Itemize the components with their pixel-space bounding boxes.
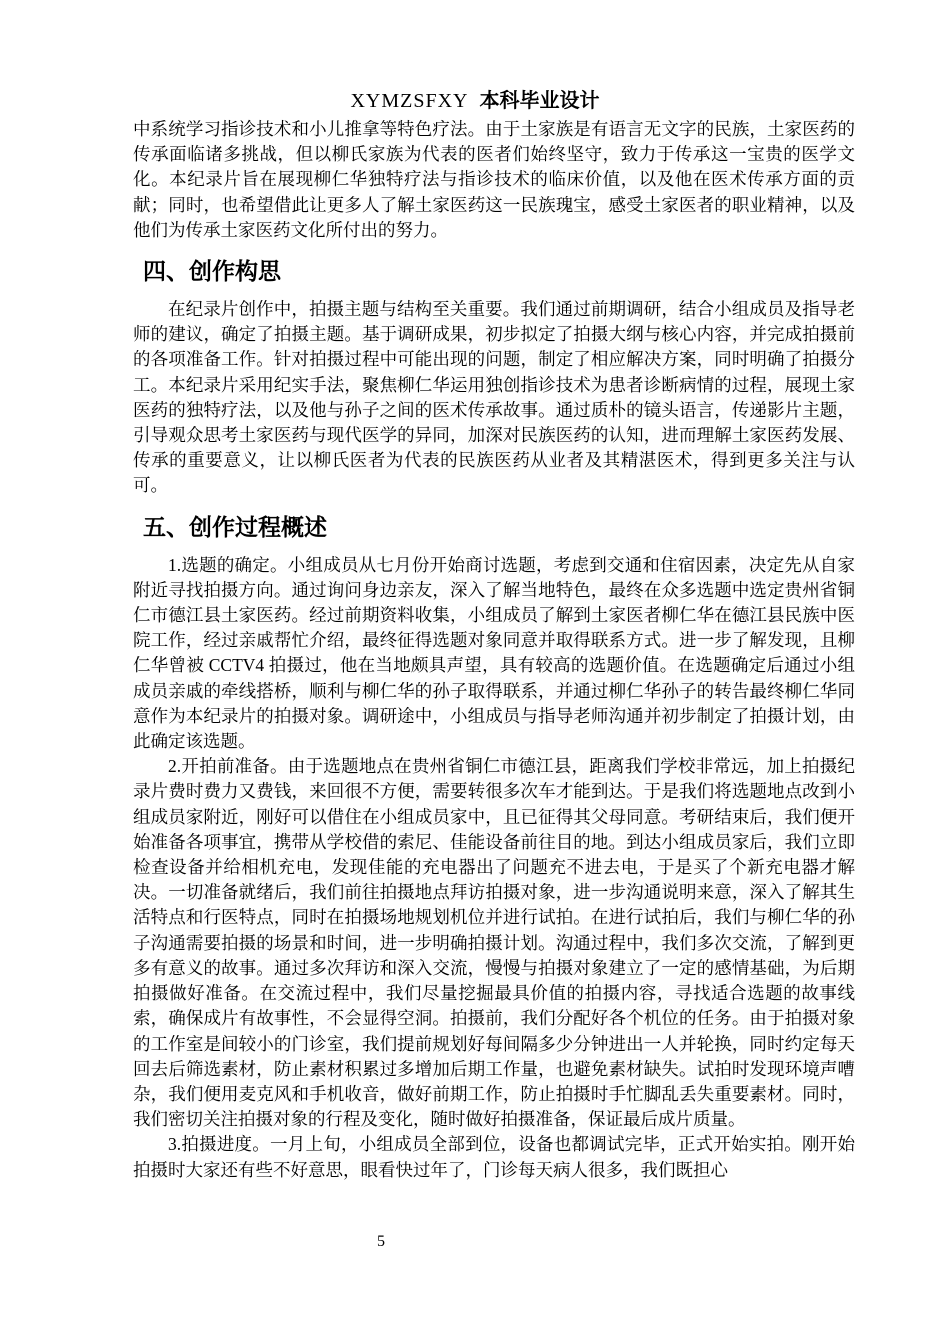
section-5-paragraph-1: 1.选题的确定。小组成员从七月份开始商讨选题，考虑到交通和住宿因素，决定先从自家附近寻找拍摄方向。通过询问身边亲友，深入了解当地特色，最终在众多选题中选定贵州省铜仁市德江县土家医药。经过前期资料收集，小组成员了解到土家医者柳仁华在德江县民族中医院工作，经过亲戚帮忙介绍，最终征得选题对象同意并取得联系方式。进一步了解发现，且柳仁华曾被 CCTV4 拍摄过，他在当地颇具声望，具有较高的选题价值。在选题确定后通过小组成员亲戚的牵线搭桥，顺利与柳仁华的孙子取得联系，并通过柳仁华孙子的转告最终柳仁华同意作为本纪录片的拍摄对象。调研途中，小组成员与指导老师沟通并初步制定了拍摄计划，由此确定该选题。: [133, 554, 855, 752]
intro-paragraph: 中系统学习指诊技术和小儿推拿等特色疗法。由于土家族是有语言无文字的民族，土家医药的传承面临诸多挑战，但以柳氏家族为代表的医者们始终坚守，致力于传承这一宝贵的医学文化。本纪录片旨在展现柳仁华独特疗法与指诊技术的临床价值，以及他在医术传承方面的贡献；同时，也希望借此让更多人了解土家医药这一民族瑰宝，感受土家医者的职业精神，以及他们为传承土家医药文化所付出的努力。: [133, 119, 855, 240]
header-title-latin: XYMZSFXY: [350, 90, 469, 112]
section-4-paragraph-1: 在纪录片创作中，拍摄主题与结构至关重要。我们通过前期调研，结合小组成员及指导老师的建议，确定了拍摄主题。基于调研成果，初步拟定了拍摄大纲与核心内容，并完成拍摄前的各项准备工作。针对拍摄过程中可能出现的问题，制定了相应解决方案，同时明确了拍摄分工。本纪录片采用纪实手法，聚焦柳仁华运用独创指诊技术为患者诊断病情的过程，展现土家医药的独特疗法，以及他与孙子之间的医术传承故事。通过质朴的镜头语言，传递影片主题，引导观众思考土家医药与现代医学的异同，加深对民族医药的认知，进而理解土家医药发展、传承的重要意义，让以柳氏医者为代表的民族医药从业者及其精湛医术，得到更多关注与认可。: [133, 299, 855, 496]
document-header: [0, 88, 950, 114]
document-body: [133, 117, 855, 1183]
section-5-paragraph-2: 2.开拍前准备。由于选题地点在贵州省铜仁市德江县，距离我们学校非常远，加上拍摄纪录片费时费力又费钱，来回很不方便，需要转很多次车才能到达。于是我们将选题地点改到小组成员家附近，刚好可以借住在小组成员家中，且已征得其父母同意。考研结束后，我们便开始准备各项事宜，携带从学校借的索尼、佳能设备前往目的地。到达小组成员家后，我们立即检查设备并给相机充电，发现佳能的充电器出了问题充不进去电，于是买了个新充电器才解决。一切准备就绪后，我们前往拍摄地点拜访拍摄对象，进一步沟通说明来意，深入了解其生活特点和行医特点，同时在拍摄场地规划机位并进行试拍。在进行试拍后，我们与柳仁华的孙子沟通需要拍摄的场景和时间，进一步明确拍摄计划。沟通过程中，我们多次交流，了解到更多有意义的故事。通过多次拜访和深入交流，慢慢与拍摄对象建立了一定的感情基础，为后期拍摄做好准备。在交流过程中，我们尽量挖掘最具价值的拍摄内容，寻找适合选题的故事线索，确保成片有故事性，不会显得空洞。拍摄前，我们分配好各个机位的任务。由于拍摄对象的工作室是间较小的门诊室，我们提前规划好每间隔多少分钟进出一人并轮换，同时约定每天回去后筛选素材，防止素材积累过多增加后期工作量，也避免素材缺失。试拍时发现环境声嘈杂，我们便用麦克风和手机收音，做好前期工作，防止拍摄时手忙脚乱丢失重要素材。同时，我们密切关注拍摄对象的行程及变化，随时做好拍摄准备，保证最后成片质量。: [133, 756, 855, 1130]
section-heading-5: 五、创作过程概述: [143, 513, 327, 540]
section-5-paragraph-3: 3.拍摄进度。一月上旬，小组成员全部到位，设备也都调试完毕，正式开始实拍。刚开始拍摄时大家还有些不好意思，眼看快过年了，门诊每天病人很多，我们既担心: [133, 1134, 855, 1180]
page-number: 5: [377, 1233, 385, 1250]
header-title-cn: 本科毕业设计: [479, 90, 600, 112]
section-heading-4: 四、创作构思: [143, 258, 281, 285]
